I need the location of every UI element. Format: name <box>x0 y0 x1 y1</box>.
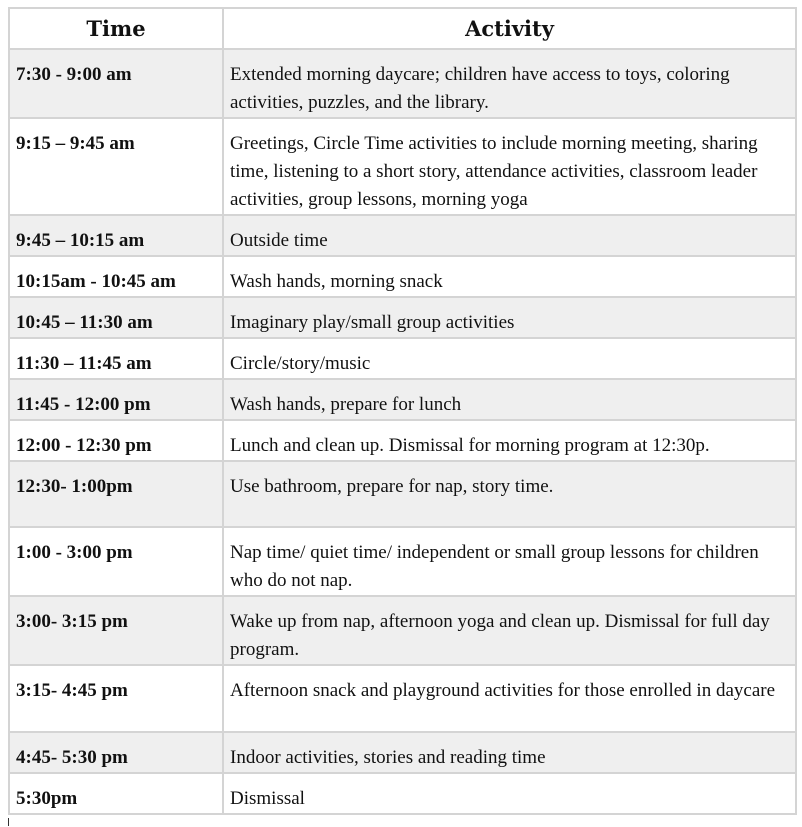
table-row <box>9 256 796 297</box>
table-row <box>9 665 796 732</box>
time-cell: 1:00 - 3:00 pm <box>9 527 223 596</box>
time-cell: 3:15- 4:45 pm <box>9 665 223 732</box>
activity-cell: Wake up from nap, afternoon yoga and clean up. Dismissal for full day program. <box>223 596 796 665</box>
activity-cell: Dismissal <box>223 773 796 814</box>
time-cell: 9:45 – 10:15 am <box>9 215 223 256</box>
time-cell: 12:30- 1:00pm <box>9 461 223 527</box>
activity-cell: Imaginary play/small group activities <box>223 297 796 338</box>
table-row <box>9 338 796 379</box>
activity-cell: Indoor activities, stories and reading time <box>223 732 796 773</box>
table-row <box>9 297 796 338</box>
activity-cell: Lunch and clean up. Dismissal for morning program at 12:30p. <box>223 420 796 461</box>
table-row <box>9 49 796 118</box>
text-cursor <box>8 818 9 826</box>
time-cell: 11:45 - 12:00 pm <box>9 379 223 420</box>
table-row <box>9 773 796 814</box>
time-column-header: Time <box>9 8 223 49</box>
activity-cell: Outside time <box>223 215 796 256</box>
time-cell: 9:15 – 9:45 am <box>9 118 223 215</box>
activity-cell: Circle/story/music <box>223 338 796 379</box>
table-row <box>9 118 796 215</box>
activity-cell: Use bathroom, prepare for nap, story time. <box>223 461 796 527</box>
time-cell: 10:15am - 10:45 am <box>9 256 223 297</box>
table-row <box>9 420 796 461</box>
table-row <box>9 379 796 420</box>
activity-cell: Afternoon snack and playground activities for those enrolled in daycare <box>223 665 796 732</box>
time-cell: 5:30pm <box>9 773 223 814</box>
time-cell: 7:30 - 9:00 am <box>9 49 223 118</box>
activity-cell: Wash hands, morning snack <box>223 256 796 297</box>
time-cell: 4:45- 5:30 pm <box>9 732 223 773</box>
schedule-table <box>8 7 797 815</box>
time-cell: 12:00 - 12:30 pm <box>9 420 223 461</box>
table-row <box>9 461 796 527</box>
table-row <box>9 215 796 256</box>
table-row <box>9 527 796 596</box>
header-row <box>9 8 796 49</box>
activity-column-header: Activity <box>223 8 796 49</box>
activity-cell: Extended morning daycare; children have access to toys, coloring activities, puzzles, and the library. <box>223 49 796 118</box>
activity-cell: Nap time/ quiet time/ independent or small group lessons for children who do not nap. <box>223 527 796 596</box>
time-cell: 3:00- 3:15 pm <box>9 596 223 665</box>
table-row <box>9 596 796 665</box>
activity-cell: Greetings, Circle Time activities to include morning meeting, sharing time, listening to a short story, attendance activities, classroom leader activities, group lessons, morning yoga <box>223 118 796 215</box>
time-cell: 11:30 – 11:45 am <box>9 338 223 379</box>
activity-cell: Wash hands, prepare for lunch <box>223 379 796 420</box>
time-cell: 10:45 – 11:30 am <box>9 297 223 338</box>
table-row <box>9 732 796 773</box>
